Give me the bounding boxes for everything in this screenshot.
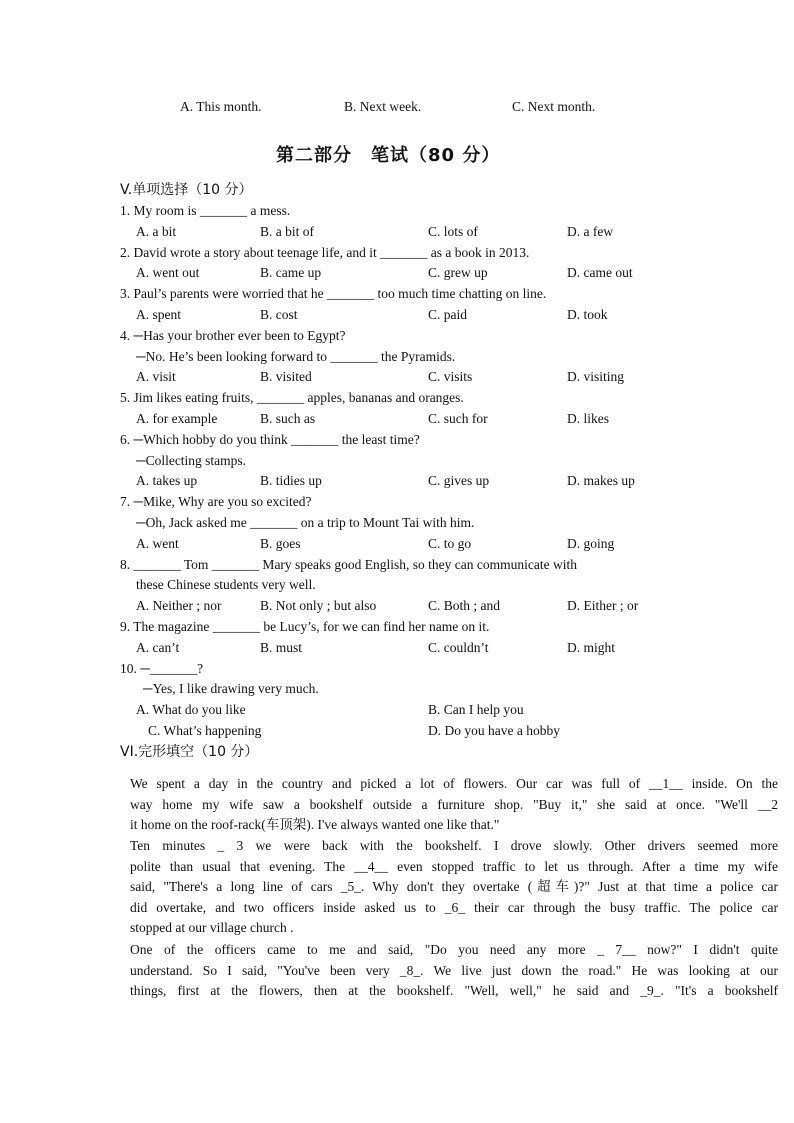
question-8-option-a: A. Neither ; nor bbox=[136, 598, 222, 614]
question-9-option-c: C. couldn’t bbox=[428, 639, 489, 655]
cloze-line: polite than usual that evening. The __4__ even stopped traffic to let us through. After a time my wife bbox=[130, 858, 778, 874]
question-4-option-b: B. visited bbox=[260, 369, 312, 385]
listening-option-c: C. Next month. bbox=[512, 99, 596, 114]
question-7-option-a: A. went bbox=[136, 535, 179, 551]
question-1-option-a: A. a bit bbox=[136, 223, 177, 239]
question-8-line: these Chinese students very well. bbox=[136, 577, 316, 593]
question-8-line: 8. _______ Tom _______ Mary speaks good English, so they can communicate with bbox=[120, 556, 577, 572]
cloze-line: things, first at the flowers, then at the bookshelf. "Well, well," he said and _9_. "It's a bookshelf bbox=[130, 983, 778, 999]
cloze-line: said, "There's a long line of cars _5_. Why don't they overtake (超车)?" Just at that time a police car bbox=[130, 879, 778, 895]
part-title: 第二部分 笔试（80 分） bbox=[276, 145, 501, 166]
question-6-option-a: A. takes up bbox=[136, 473, 198, 489]
question-3-line: 3. Paul’s parents were worried that he _______ too much time chatting on line. bbox=[120, 286, 547, 302]
listening-option-a: A. This month. bbox=[180, 99, 262, 114]
question-9-option-a: A. can’t bbox=[136, 639, 180, 655]
cloze-line: it home on the roof-rack(车顶架). I've always wanted one like that." bbox=[130, 817, 500, 833]
question-1-option-d: D. a few bbox=[567, 223, 614, 239]
question-6-line: ─Collecting stamps. bbox=[136, 452, 247, 468]
question-5-line: 5. Jim likes eating fruits, _______ apples, bananas and oranges. bbox=[120, 390, 464, 406]
question-4-line: 4. ─Has your brother ever been to Egypt? bbox=[120, 327, 346, 343]
cloze-paragraph-3 bbox=[130, 940, 778, 1002]
question-2-line: 2. David wrote a story about teenage life, and it _______ as a book in 2013. bbox=[120, 244, 530, 260]
question-3-option-d: D. took bbox=[567, 307, 608, 322]
question-2-option-b: B. came up bbox=[260, 265, 322, 281]
question-2-option-c: C. grew up bbox=[428, 265, 488, 281]
cloze-line: way home my wife saw a bookshelf outside a furniture shop. "Buy it," she said at once. "We'll __2 bbox=[130, 796, 778, 812]
question-4-option-a: A. visit bbox=[136, 369, 176, 385]
question-2-option-d: D. came out bbox=[567, 265, 633, 281]
question-9-option-b: B. must bbox=[260, 639, 303, 655]
question-1-option-b: B. a bit of bbox=[260, 223, 314, 239]
question-5-option-d: D. likes bbox=[567, 411, 609, 426]
question-4-line: ─No. He’s been looking forward to _______ the Pyramids. bbox=[136, 348, 456, 364]
question-1-option-c: C. lots of bbox=[428, 223, 478, 239]
question-7-option-c: C. to go bbox=[428, 535, 472, 551]
cloze-paragraph-1 bbox=[130, 774, 778, 836]
cloze-line: We spent a day in the country and picked a lot of flowers. Our car was full of __1__ inside. On the bbox=[130, 776, 778, 791]
question-1-line: 1. My room is _______ a mess. bbox=[120, 203, 291, 218]
cloze-line: did overtake, and two officers inside asked us to _6_ their car through the busy traffic. The police car bbox=[130, 899, 778, 915]
question-8-option-c: C. Both ; and bbox=[428, 598, 501, 614]
question-3-option-b: B. cost bbox=[260, 307, 298, 322]
question-7-line: ─Oh, Jack asked me _______ on a trip to Mount Tai with him. bbox=[136, 515, 475, 530]
question-2-option-a: A. went out bbox=[136, 265, 200, 281]
question-4-option-c: C. visits bbox=[428, 369, 473, 385]
question-10-option-b: B. Can I help you bbox=[428, 702, 524, 718]
question-7-line: 7. ─Mike, Why are you so excited? bbox=[120, 494, 312, 510]
question-7-option-d: D. going bbox=[567, 535, 615, 551]
question-10-option-c: C. What’s happening bbox=[148, 723, 262, 738]
question-5-option-a: A. for example bbox=[136, 411, 218, 426]
cloze-line: Ten minutes _ 3 we were back with the bookshelf. I drove slowly. Other drivers seemed more bbox=[130, 838, 778, 853]
question-8-option-d: D. Either ; or bbox=[567, 598, 639, 614]
question-3-option-a: A. spent bbox=[136, 307, 181, 322]
cloze-line: understand. So I said, "You've been very _8_. We live just down the road." He was looking at our bbox=[130, 962, 778, 978]
question-6-option-d: D. makes up bbox=[567, 473, 635, 489]
cloze-line: One of the officers came to me and said, "Do you need any more _ 7__ now?" I didn't quite bbox=[130, 942, 778, 957]
question-10-line: 10. ─_______? bbox=[120, 660, 204, 676]
section5-heading: V.单项选择（10 分） bbox=[120, 182, 253, 198]
question-6-line: 6. ─Which hobby do you think _______ the least time? bbox=[120, 431, 420, 447]
cloze-paragraph-2 bbox=[130, 836, 778, 939]
question-9-option-d: D. might bbox=[567, 639, 616, 655]
listening-option-b: B. Next week. bbox=[344, 99, 422, 114]
question-10-option-a: A. What do you like bbox=[136, 702, 246, 718]
question-4-option-d: D. visiting bbox=[567, 369, 625, 385]
section6-heading: VI.完形填空（10 分） bbox=[120, 744, 259, 760]
question-8-option-b: B. Not only ; but also bbox=[260, 598, 377, 614]
question-7-option-b: B. goes bbox=[260, 535, 301, 551]
question-5-option-c: C. such for bbox=[428, 411, 488, 426]
question-10-option-d: D. Do you have a hobby bbox=[428, 723, 560, 738]
question-9-line: 9. The magazine _______ be Lucy’s, for we can find her name on it. bbox=[120, 619, 490, 634]
question-6-option-b: B. tidies up bbox=[260, 473, 322, 489]
question-10-line: ─Yes, I like drawing very much. bbox=[143, 681, 319, 697]
question-3-option-c: C. paid bbox=[428, 307, 467, 322]
question-5-option-b: B. such as bbox=[260, 411, 316, 426]
cloze-line: stopped at our village church . bbox=[130, 920, 294, 936]
question-6-option-c: C. gives up bbox=[428, 473, 490, 489]
